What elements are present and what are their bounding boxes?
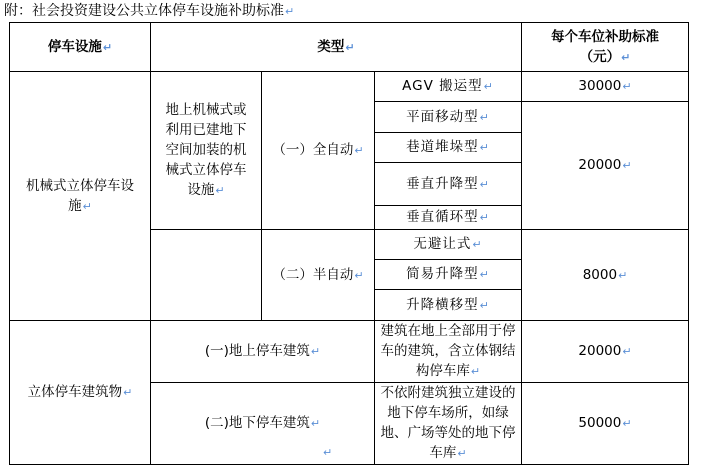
retrofit-description: 地上机械式或利用已建地下空间加装的机械式立体停车设施↵ [151,72,262,230]
mechanical-facility-label: 机械式立体停车设施↵ [10,72,151,321]
full-auto-label: （一）全自动↵ [262,72,375,230]
header-facility: 停车设施↵ [10,23,151,72]
building-facility-label: 立体停车建筑物↵ [10,321,151,465]
building-type-cell: (二)地下停车建筑↵ [151,383,375,465]
table-row [10,72,689,102]
type-cell: 简易升降型↵ [375,260,522,290]
table-row [10,321,689,383]
retrofit-description-blank [151,230,262,321]
header-subsidy: 每个车位补助标准（元）↵ [522,23,689,72]
subsidy-cell: 20000↵ [522,102,689,230]
building-type-cell: (一)地上停车建筑↵ [151,321,375,383]
building-desc-cell: 不依附建筑独立建设的地下停车场所，如绿地、广场等处的地下停车库↵ [375,383,522,465]
paragraph-mark: ↵ [323,446,333,459]
subsidy-table [9,22,689,465]
type-cell: 平面移动型↵ [375,102,522,133]
type-cell: 无避让式↵ [375,230,522,260]
semi-auto-label: （二）半自动↵ [262,230,375,321]
subsidy-cell: 50000↵ [522,383,689,465]
page-title: 附：社会投资建设公共立体停车设施补助标准↵ [4,3,295,19]
type-cell: 巷道堆垛型↵ [375,133,522,163]
type-cell: AGV 搬运型↵ [375,72,522,102]
header-type: 类型↵ [151,23,522,72]
subsidy-cell: 8000↵ [522,230,689,321]
paragraph-mark: ↵ [285,5,295,18]
header-row [10,23,689,72]
subsidy-cell: 20000↵ [522,321,689,383]
type-cell: 垂直循环型↵ [375,206,522,230]
type-cell: 升降横移型↵ [375,290,522,321]
type-cell: 垂直升降型↵ [375,163,522,206]
subsidy-cell: 30000↵ [522,72,689,102]
building-desc-cell: 建筑在地上全部用于停车的建筑，含立体钢结构停车库↵ [375,321,522,383]
